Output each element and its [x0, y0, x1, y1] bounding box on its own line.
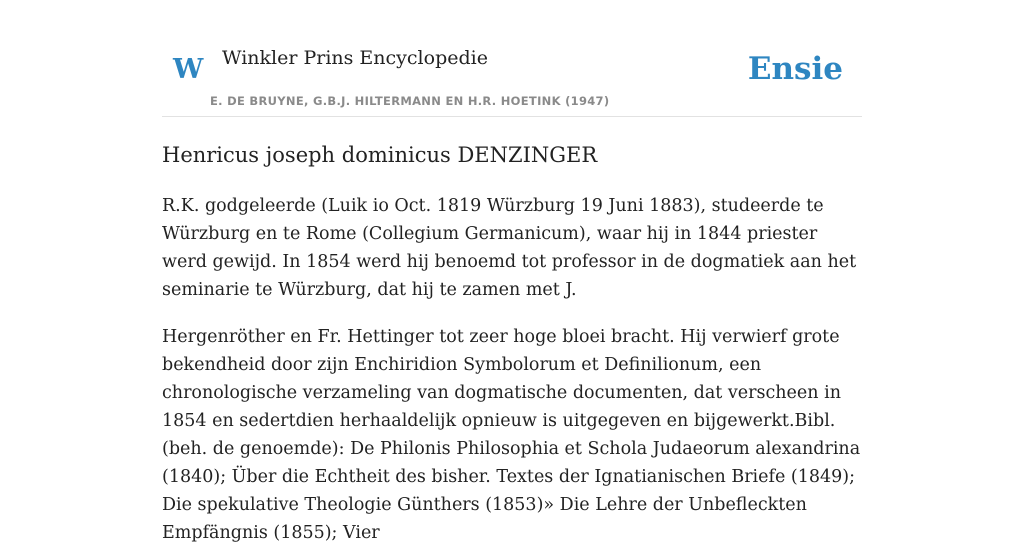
site-header [162, 0, 862, 117]
article-paragraph-1: R.K. godgeleerde (Luik io Oct. 1819 Würzburg 19 Juni 1883), studeerde te Würzburg en te Rome (Collegium Germanicum), waar hij in 1844 priester werd gewijd. In 1854 werd hij benoemd tot professor in de dogmatiek aan het seminarie te Würzburg, dat hij te zamen met J. [162, 196, 857, 300]
article-paragraph-2: Hergenröther en Fr. Hettinger tot zeer hoge bloei bracht. Hij verwierf grote bekendheid door zijn Enchiridion Symbolorum et Definilionum, een chronologische verzameling van dogmatische documenten, dat verscheen in 1854 en sedertdien herhaaldelijk opnieuw is uitgegeven en bijgewerkt.Bibl. (beh. de genoemde): De Philonis Philosophia et Schola Judaeorum alexandrina (1840); Über die Echtheit des bisher. Textes der Ignatianischen Briefe (1849); Die spekulative Theologie Günthers (1853)» Die Lehre der Unbefleckten Empfängnis (1855); Vier [162, 327, 861, 543]
site-title[interactable]: Winkler Prins Encyclopedie [222, 47, 488, 69]
article-title: Henricus joseph dominicus DENZINGER [162, 143, 598, 167]
site-logo-icon[interactable]: W [173, 54, 204, 85]
brand-logo[interactable]: Ensie [747, 51, 843, 87]
site-subtitle: E. DE BRUYNE, G.B.J. HILTERMANN EN H.R. HOETINK (1947) [210, 94, 610, 108]
article [162, 136, 862, 547]
